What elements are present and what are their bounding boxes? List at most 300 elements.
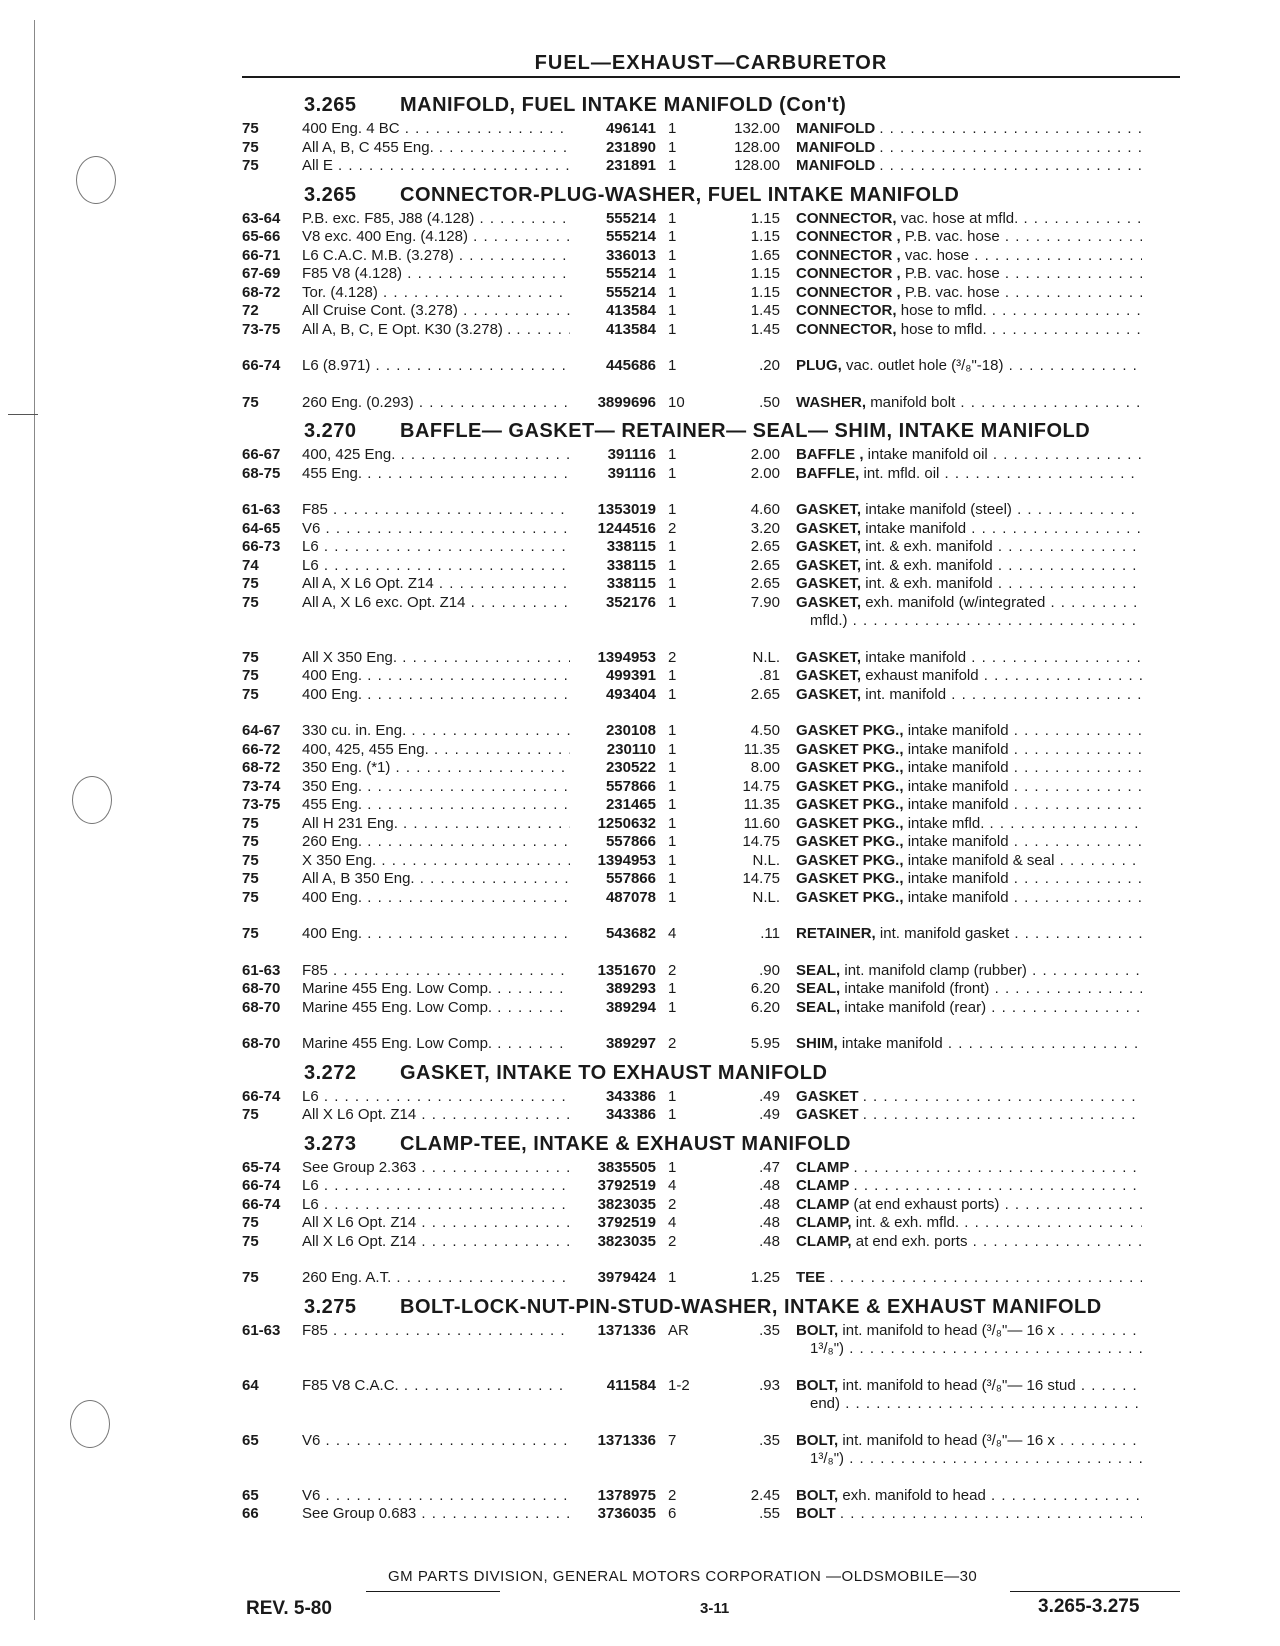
part-detail: intake manifold (907, 888, 1009, 906)
part-description (796, 139, 1142, 158)
part-description (796, 1088, 1142, 1107)
part-name: SEAL, (796, 980, 841, 997)
application: All H 231 Eng. . . . (302, 815, 570, 834)
part-row (242, 741, 1182, 760)
part-detail: exhaust manifold (865, 667, 979, 684)
quantity: 1 (668, 357, 677, 374)
parts-catalog-content (242, 86, 1182, 1524)
part-row (242, 1106, 1182, 1125)
part-detail: intake manifold (907, 833, 1009, 850)
quantity: 2 (668, 961, 677, 979)
part-description (796, 1487, 1142, 1506)
part-detail: intake manifold (907, 870, 1009, 887)
quantity: 2 (668, 1486, 677, 1504)
quantity: 1 (668, 1158, 677, 1176)
part-description (796, 1214, 1142, 1233)
part-name: GASKET PKG., (796, 814, 904, 832)
part-name: GASKET PKG., (796, 722, 904, 739)
part-name: SEAL, (796, 961, 841, 979)
list-price: .48 (759, 1177, 780, 1194)
part-description (796, 357, 1142, 376)
quantity: 4 (668, 925, 677, 942)
part-row (242, 1487, 1182, 1506)
part-description (796, 889, 1142, 908)
part-number: 1244516 (597, 519, 656, 537)
part-name: GASKET PKG., (796, 851, 904, 869)
part-detail: intake manifold oil (867, 446, 988, 463)
part-number: 555214 (605, 228, 656, 245)
section-title: BAFFLE— GASKET— RETAINER— SEAL— SHIM, INTAKE MANIFOLD (400, 420, 1091, 442)
model-years: 68-70 (242, 980, 281, 997)
part-number: 3835505 (597, 1158, 656, 1176)
part-detail-continued: 1³/₈") . . . (810, 1340, 1142, 1359)
section-title: CLAMP-TEE, INTAKE & EXHAUST MANIFOLD (400, 1132, 851, 1155)
quantity: 1 (668, 120, 677, 137)
quantity: 1 (668, 998, 677, 1016)
model-years: 75 (242, 1269, 259, 1286)
quantity: 4 (668, 1214, 677, 1231)
part-row (242, 1035, 1182, 1054)
quantity: 1 (668, 1087, 677, 1105)
part-number: 1351670 (597, 961, 656, 979)
part-description (796, 1377, 1142, 1396)
part-description (796, 538, 1142, 557)
part-description (796, 1432, 1142, 1451)
part-description (796, 649, 1142, 668)
part-description (796, 1505, 1142, 1524)
part-description (796, 962, 1142, 981)
binder-hole-top (76, 156, 116, 204)
part-number: 230108 (605, 722, 656, 739)
part-number: 3979424 (597, 1269, 656, 1286)
part-name: GASKET, (796, 593, 862, 611)
part-number: 499391 (605, 667, 656, 684)
part-description (796, 722, 1142, 741)
part-detail: intake manifold (841, 1035, 943, 1052)
part-row (242, 1233, 1182, 1252)
part-name: SEAL, (796, 998, 841, 1016)
model-years: 65 (242, 1486, 259, 1504)
quantity: 1 (668, 209, 677, 227)
list-price: .11 (760, 925, 780, 942)
model-years: 75 (242, 1106, 259, 1123)
part-detail: int. mfld. oil (863, 464, 940, 482)
binder-hole-middle (72, 776, 112, 824)
part-name: CLAMP (796, 1158, 850, 1176)
list-price: 128.00 (734, 157, 780, 174)
part-name: GASKET PKG., (796, 740, 904, 758)
section-number: 3.275 (304, 1295, 357, 1318)
model-years: 64 (242, 1376, 259, 1394)
list-price: 1.15 (750, 283, 780, 301)
part-detail: intake manifold (rear) (844, 998, 987, 1016)
part-number: 343386 (605, 1087, 656, 1105)
part-name: GASKET, (796, 538, 862, 555)
part-row (242, 1505, 1182, 1524)
list-price: 2.00 (750, 446, 780, 463)
list-price: .93 (759, 1376, 780, 1394)
part-row (242, 962, 1182, 981)
quantity: 1 (668, 685, 677, 703)
footer-corporation: GM PARTS DIVISION, GENERAL MOTORS CORPORATION —OLDSMOBILE—30 (388, 1568, 978, 1585)
application: L6 (8.971) . . . (302, 357, 570, 376)
part-detail: vac. hose at mfld. (900, 209, 1019, 227)
list-price: 14.75 (742, 870, 780, 887)
list-price: 3.20 (750, 519, 780, 537)
part-name: BOLT, (796, 1376, 839, 1394)
application: See Group 0.683 . . . (302, 1505, 570, 1524)
part-description (796, 1106, 1142, 1125)
list-price: 1.15 (750, 209, 780, 227)
part-description (796, 446, 1142, 465)
application: All A, B, C 455 Eng. . . . (302, 139, 570, 158)
application: F85 V8 (4.128) . . . (302, 265, 570, 284)
model-years: 75 (242, 888, 259, 906)
part-row (242, 889, 1182, 908)
part-detail: manifold bolt (870, 393, 956, 411)
part-number: 496141 (605, 120, 656, 137)
application: V6 . . . (302, 1432, 570, 1451)
part-detail: exh. manifold to head (842, 1486, 986, 1504)
application: 400 Eng. 4 BC . . . (302, 120, 570, 139)
quantity: 1 (668, 851, 677, 869)
section-heading (242, 1288, 1182, 1322)
part-description (796, 778, 1142, 797)
quantity: 1 (668, 833, 677, 850)
list-price: .35 (759, 1431, 780, 1449)
application: 350 Eng. . . . (302, 778, 570, 797)
part-number: 338115 (606, 538, 656, 555)
list-price: N.L. (752, 851, 780, 869)
part-number: 231891 (605, 157, 656, 174)
part-description (796, 759, 1142, 778)
model-years: 75 (242, 157, 259, 174)
part-number: 493404 (605, 685, 656, 703)
part-number: 338115 (606, 575, 656, 592)
application: X 350 Eng. . . . (302, 852, 570, 871)
quantity: 1 (668, 556, 677, 574)
part-name: CONNECTOR , (796, 283, 901, 301)
list-price: 6.20 (750, 998, 780, 1016)
part-row (242, 1088, 1182, 1107)
part-row-continuation (242, 1395, 1182, 1414)
part-detail: vac. outlet hole (³/₈"-18) (846, 357, 1004, 374)
part-number: 557866 (605, 870, 656, 887)
section-heading (242, 176, 1182, 210)
part-description (796, 594, 1142, 613)
part-row (242, 538, 1182, 557)
part-number: 1371336 (597, 1321, 656, 1339)
model-years: 75 (242, 575, 259, 592)
section-number: 3.273 (304, 1132, 357, 1155)
part-number: 555214 (605, 209, 656, 227)
list-price: 11.35 (743, 740, 780, 758)
part-number: 3823035 (597, 1232, 656, 1250)
quantity: 1 (668, 667, 677, 684)
model-years: 75 (242, 1232, 259, 1250)
part-name: CONNECTOR, (796, 209, 897, 227)
part-description (796, 1322, 1142, 1341)
part-detail: intake mfld. (907, 814, 985, 832)
application: Marine 455 Eng. Low Comp. . . . (302, 1035, 570, 1054)
application: F85 . . . (302, 1322, 570, 1341)
model-years: 65-74 (242, 1158, 281, 1176)
model-years: 75 (242, 870, 259, 887)
part-detail-continued: mfld.) . . . (810, 612, 1142, 631)
part-number: 391116 (607, 446, 656, 463)
model-years: 75 (242, 685, 259, 703)
part-description (796, 1269, 1142, 1288)
part-row (242, 1159, 1182, 1178)
part-description (796, 686, 1142, 705)
quantity: 1 (668, 246, 677, 264)
part-row (242, 265, 1182, 284)
part-number: 389294 (605, 998, 656, 1016)
model-years: 73-75 (242, 796, 281, 813)
part-name: CONNECTOR , (796, 246, 901, 264)
page-number: 3-11 (700, 1600, 730, 1617)
part-detail: int. & exh. mfld. (855, 1214, 960, 1231)
application: 455 Eng. . . . (302, 796, 570, 815)
quantity: 1 (668, 722, 677, 739)
part-name: CONNECTOR , (796, 228, 901, 245)
quantity: 1 (668, 575, 677, 592)
part-row (242, 796, 1182, 815)
quantity: 1 (668, 302, 677, 319)
quantity: 1 (668, 283, 677, 301)
quantity: 1 (668, 759, 677, 776)
quantity: 2 (668, 1232, 677, 1250)
model-years: 73-74 (242, 777, 281, 795)
part-description (796, 796, 1142, 815)
application: All Cruise Cont. (3.278) . . . (302, 302, 570, 321)
part-description (796, 999, 1142, 1018)
part-detail: intake manifold & seal (907, 851, 1055, 869)
list-price: 1.25 (750, 1269, 780, 1286)
part-description (796, 667, 1142, 686)
model-years: 66-74 (242, 1087, 281, 1105)
list-price: 2.00 (750, 464, 780, 482)
application: F85 V8 C.A.C. . . . (302, 1377, 570, 1396)
part-detail: intake manifold (907, 796, 1009, 813)
model-years: 75 (242, 667, 259, 684)
application: L6 . . . (302, 557, 570, 576)
application: L6 C.A.C. M.B. (3.278) . . . (302, 247, 570, 266)
part-number: 1371336 (597, 1431, 656, 1449)
application: F85 . . . (302, 501, 570, 520)
model-years: 75 (242, 1214, 259, 1231)
quantity: 1 (668, 593, 677, 611)
part-row (242, 999, 1182, 1018)
part-number: 1394953 (597, 851, 656, 869)
application: Marine 455 Eng. Low Comp. . . . (302, 999, 570, 1018)
part-number: 1353019 (597, 501, 656, 518)
part-number: 445686 (605, 357, 656, 374)
part-description (796, 465, 1142, 484)
application: All A, B 350 Eng. . . . (302, 870, 570, 889)
model-years: 66 (242, 1505, 259, 1522)
application: All X L6 Opt. Z14 . . . (302, 1214, 570, 1233)
part-row (242, 357, 1182, 376)
model-years: 74 (242, 556, 259, 574)
part-name: GASKET, (796, 556, 862, 574)
model-years: 68-72 (242, 759, 281, 776)
quantity: 1 (668, 1106, 677, 1123)
part-description (796, 1196, 1142, 1215)
section-number: 3.272 (304, 1061, 357, 1084)
list-price: 1.15 (750, 228, 780, 245)
quantity: 1 (668, 501, 677, 518)
part-detail: int. manifold clamp (rubber) (844, 961, 1027, 979)
part-row (242, 722, 1182, 741)
part-description (796, 1233, 1142, 1252)
part-row (242, 594, 1182, 613)
revision-label: REV. 5-80 (246, 1598, 332, 1619)
part-row (242, 120, 1182, 139)
part-description (796, 815, 1142, 834)
part-row (242, 852, 1182, 871)
quantity: 1 (668, 740, 677, 758)
binder-margin-line (34, 20, 35, 1620)
application: 400, 425, 455 Eng. . . . (302, 741, 570, 760)
part-description (796, 833, 1142, 852)
part-row (242, 833, 1182, 852)
part-description (796, 394, 1142, 413)
quantity: 1 (668, 814, 677, 832)
quantity: 1 (668, 796, 677, 813)
part-name: CLAMP, (796, 1214, 852, 1231)
part-description (796, 501, 1142, 520)
part-name: BOLT, (796, 1321, 839, 1339)
part-name: GASKET PKG., (796, 833, 904, 850)
list-price: .20 (759, 357, 780, 374)
part-number: 1378975 (597, 1486, 656, 1504)
part-detail-continued: end) . . . (810, 1395, 1142, 1414)
part-row (242, 284, 1182, 303)
page-header-title: FUEL—EXHAUST—CARBURETOR (534, 52, 888, 74)
list-price: .48 (759, 1232, 780, 1250)
list-price: .47 (759, 1158, 780, 1176)
list-price: .50 (759, 393, 780, 411)
part-number: 555214 (605, 265, 656, 282)
part-detail: intake manifold (907, 777, 1009, 795)
quantity: 1 (668, 980, 677, 997)
part-description (796, 980, 1142, 999)
part-description (796, 247, 1142, 266)
part-number: 230522 (605, 759, 656, 776)
part-row (242, 557, 1182, 576)
quantity: 1 (668, 888, 677, 906)
part-detail: int. manifold gasket (879, 925, 1010, 942)
part-detail-continued: 1³/₈") . . . (810, 1450, 1142, 1469)
application: V6 . . . (302, 520, 570, 539)
application: All X L6 Opt. Z14 . . . (302, 1233, 570, 1252)
part-number: 336013 (605, 246, 656, 264)
list-price: 5.95 (750, 1035, 780, 1052)
header-rule (242, 76, 1180, 78)
section-title: CONNECTOR-PLUG-WASHER, FUEL INTAKE MANIFOLD (400, 183, 960, 206)
model-years: 73-75 (242, 320, 281, 338)
model-years: 75 (242, 393, 259, 411)
list-price: 1.45 (750, 302, 780, 319)
part-description (796, 321, 1142, 340)
model-years: 66-74 (242, 1195, 281, 1213)
part-detail: intake manifold (907, 759, 1009, 776)
part-detail: int. & exh. manifold (865, 538, 993, 555)
part-detail: (at end exhaust ports) (853, 1195, 1000, 1213)
part-name: BOLT, (796, 1431, 839, 1449)
list-price: .55 (759, 1505, 780, 1522)
part-row (242, 815, 1182, 834)
part-number: 391116 (607, 464, 656, 482)
part-description (796, 741, 1142, 760)
part-detail: P.B. vac. hose (904, 265, 1000, 282)
list-price: .90 (759, 961, 780, 979)
part-name: GASKET PKG., (796, 759, 904, 776)
list-price: 6.20 (750, 980, 780, 997)
application: All A, X L6 Opt. Z14 . . . (302, 575, 570, 594)
model-years: 68-72 (242, 283, 281, 301)
quantity: 1 (668, 870, 677, 887)
section-number: 3.270 (304, 420, 357, 442)
part-description (796, 157, 1142, 176)
list-price: .48 (759, 1195, 780, 1213)
model-years: 61-63 (242, 1321, 281, 1339)
quantity: 1 (668, 464, 677, 482)
part-description (796, 1177, 1142, 1196)
part-name: BAFFLE, (796, 464, 860, 482)
part-name: MANIFOLD (796, 138, 876, 156)
part-number: 231465 (605, 796, 656, 813)
model-years: 68-70 (242, 998, 281, 1016)
part-detail: intake manifold (steel) (865, 501, 1012, 518)
section-number: 3.265 (304, 183, 357, 206)
model-years: 75 (242, 851, 259, 869)
list-price: N.L. (752, 648, 780, 666)
list-price: 2.65 (750, 575, 780, 592)
list-price: 1.45 (750, 320, 780, 338)
part-row (242, 321, 1182, 340)
part-row (242, 778, 1182, 797)
part-detail: int. manifold (865, 685, 947, 703)
part-number: 389293 (605, 980, 656, 997)
section-title: BOLT-LOCK-NUT-PIN-STUD-WASHER, INTAKE & EXHAUST MANIFOLD (400, 1295, 1102, 1318)
model-years: 67-69 (242, 265, 281, 282)
part-name: WASHER, (796, 393, 867, 411)
part-row (242, 686, 1182, 705)
part-name: GASKET, (796, 667, 862, 684)
part-detail: int. & exh. manifold (865, 575, 993, 592)
application: All X 350 Eng. . . . (302, 649, 570, 668)
part-name: GASKET, (796, 648, 862, 666)
margin-tick-mark (8, 414, 38, 415)
part-number: 343386 (605, 1106, 656, 1123)
part-row-continuation (242, 1450, 1182, 1469)
part-name: CONNECTOR, (796, 320, 897, 338)
part-name: GASKET, (796, 519, 862, 537)
application: All A, X L6 exc. Opt. Z14 . . . (302, 594, 570, 613)
part-number: 487078 (605, 888, 656, 906)
section-range: 3.265-3.275 (1038, 1596, 1140, 1617)
part-number: 3736035 (597, 1505, 656, 1522)
list-price: 11.35 (743, 796, 780, 813)
list-price: .49 (759, 1106, 780, 1123)
quantity: 1 (668, 265, 677, 282)
part-detail: intake manifold (865, 519, 967, 537)
list-price: 1.65 (750, 246, 780, 264)
list-price: 8.00 (750, 759, 780, 776)
model-years: 61-63 (242, 501, 281, 518)
